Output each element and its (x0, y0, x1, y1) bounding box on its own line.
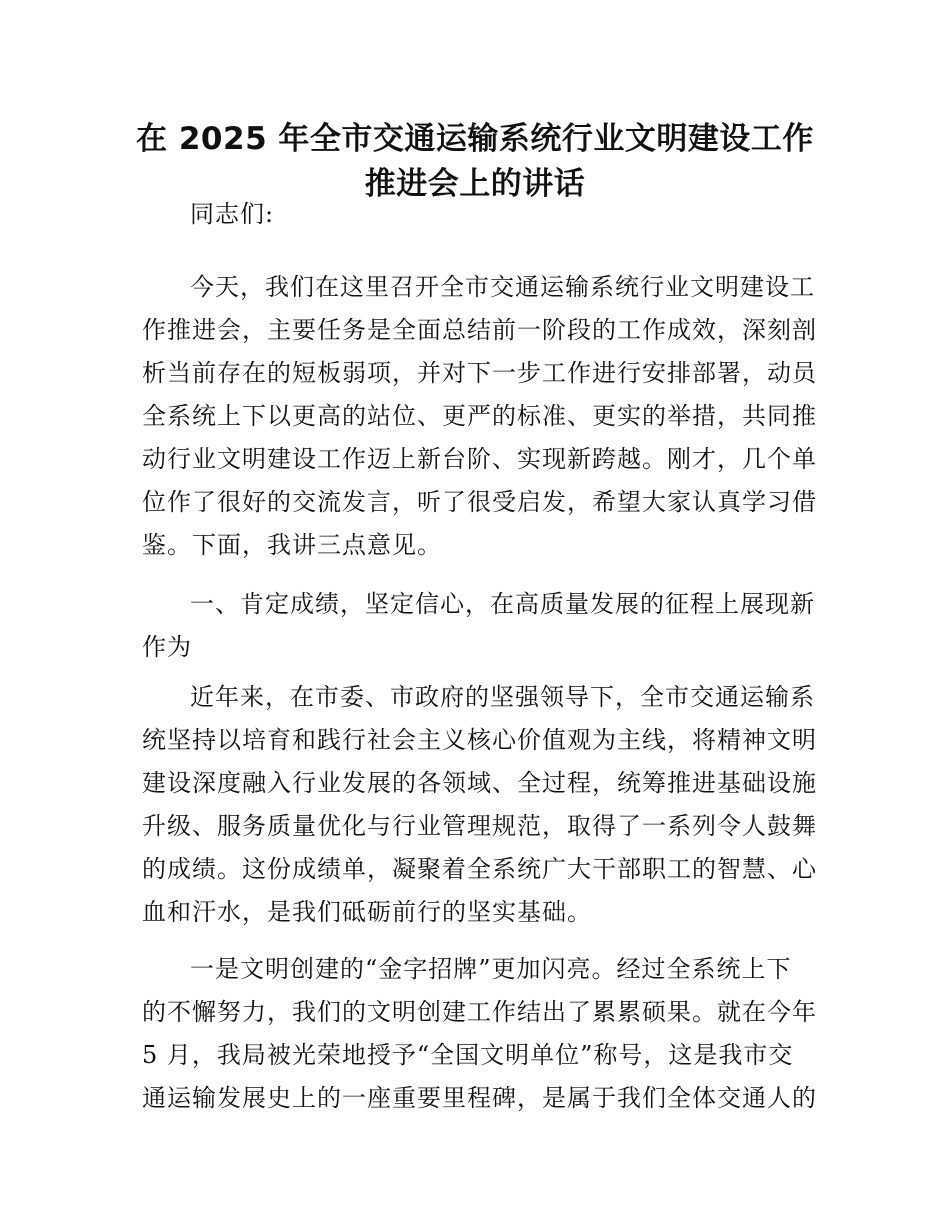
paragraph-opening (142, 266, 817, 567)
text-line: 一是文明创建的“金字招牌”更加闪亮。经过全系统上下 (190, 955, 792, 983)
text-line: 血和汗水，是我们砥砺前行的坚实基础。 (142, 898, 592, 926)
text-line: 建设深度融入行业发展的各领域、全过程，统筹推进基础设施 (142, 769, 817, 797)
text-line: 析当前存在的短板弱项，并对下一步工作进行安排部署，动员 (142, 359, 817, 387)
text-line: 位作了很好的交流发言，听了很受启发，希望大家认真学习借 (142, 488, 817, 516)
salutation (142, 193, 812, 236)
text-line: 5 月，我局被光荣地授予“全国文明单位”称号，这是我市交 (142, 1041, 794, 1069)
text-line: 升级、服务质量优化与行业管理规范，取得了一系列令人鼓舞 (142, 812, 817, 840)
text-line: 鉴。下面，我讲三点意见。 (142, 531, 442, 559)
paragraph-achievements (142, 676, 817, 934)
text-line: 的不懈努力，我们的文明创建工作结出了累累硕果。就在今年 (142, 998, 817, 1026)
text-line: 的成绩。这份成绩单，凝聚着全系统广大干部职工的智慧、心 (142, 855, 817, 883)
salutation-text: 同志们: (190, 200, 275, 228)
document-title-line-2: 推进会上的讲话 (364, 166, 586, 202)
text-line: 作推进会，主要任务是全面总结前一阶段的工作成效，深刻剖 (142, 316, 817, 344)
text-line: 统坚持以培育和践行社会主义核心价值观为主线，将精神文明 (142, 726, 817, 754)
text-line: 作为 (142, 633, 192, 661)
text-line: 一、肯定成绩，坚定信心，在高质量发展的征程上展现新 (190, 590, 815, 618)
text-line: 近年来，在市委、市政府的坚强领导下，全市交通运输系 (190, 683, 815, 711)
document-title-line-1: 在 2025 年全市交通运输系统行业文明建设工作 (136, 121, 814, 157)
text-line: 通运输发展史上的一座重要里程碑，是属于我们全体交通人的 (142, 1084, 817, 1112)
section-heading-1 (142, 583, 815, 669)
text-line: 今天，我们在这里召开全市交通运输系统行业文明建设工 (190, 273, 815, 301)
text-line: 动行业文明建设工作迈上新台阶、实现新跨越。刚才，几个单 (142, 445, 817, 473)
text-line: 全系统上下以更高的站位、更严的标准、更实的举措，共同推 (142, 402, 817, 430)
paragraph-civilization-brand (142, 948, 817, 1120)
